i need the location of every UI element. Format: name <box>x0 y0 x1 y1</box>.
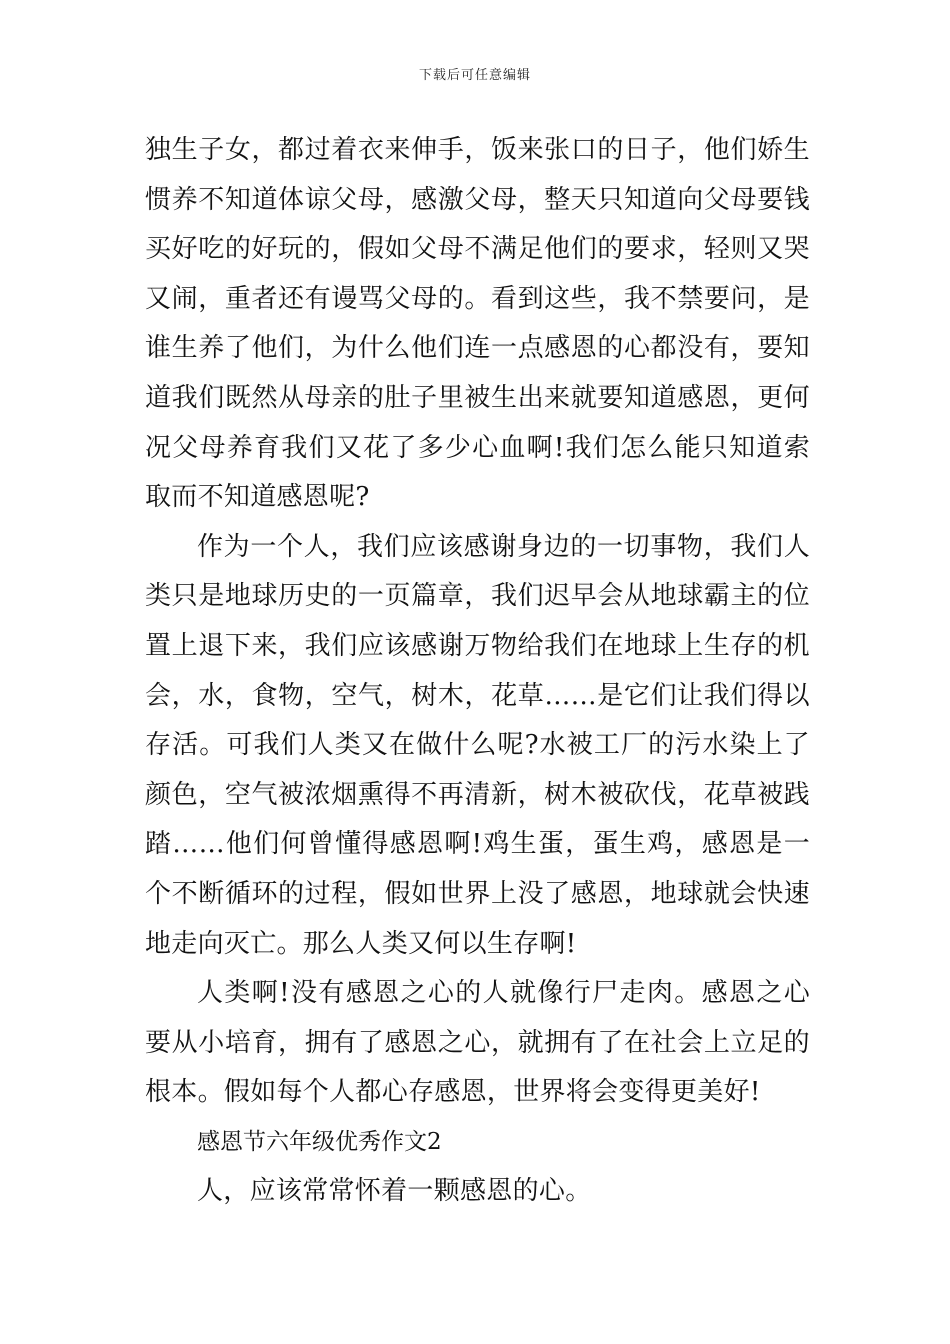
paragraph-2: 作为一个人，我们应该感谢身边的一切事物，我们人类只是地球历史的一页篇章，我们迟早会从地球霸主的位置上退下来，我们应该感谢万物给我们在地球上生存的机会，水，食物，空气，树木，花草……是它们让我们得以存活。可我们人类又在做什么呢?水被工厂的污水染上了颜色，空气被浓烟熏得不再清新，树木被砍伐，花草被践踏……他们何曾懂得感恩啊!鸡生蛋，蛋生鸡，感恩是一个不断循环的过程，假如世界上没了感恩，地球就会快速地走向灭亡。那么人类又何以生存啊! <box>145 531 810 959</box>
document-body <box>145 126 810 1217</box>
paragraph-3: 人类啊!没有感恩之心的人就像行尸走肉。感恩之心要从小培育，拥有了感恩之心，就拥有了在社会上立足的根本。假如每个人都心存感恩，世界将会变得更美好! <box>145 978 810 1108</box>
section-title: 感恩节六年级优秀作文2 <box>197 1128 442 1155</box>
paragraph-4: 人，应该常常怀着一颗感恩的心。 <box>197 1176 592 1207</box>
paragraph-1: 独生子女，都过着衣来伸手，饭来张口的日子，他们娇生惯养不知道体谅父母，感激父母，整天只知道向父母要钱买好吃的好玩的，假如父母不满足他们的要求，轻则又哭又闹，重者还有谩骂父母的。看到这些，我不禁要问，是谁生养了他们，为什么他们连一点感恩的心都没有，要知道我们既然从母亲的肚子里被生出来就要知道感恩，更何况父母养育我们又花了多少心血啊!我们怎么能只知道索取而不知道感恩呢? <box>145 135 810 513</box>
page-header: 下载后可任意编辑 <box>418 68 531 83</box>
